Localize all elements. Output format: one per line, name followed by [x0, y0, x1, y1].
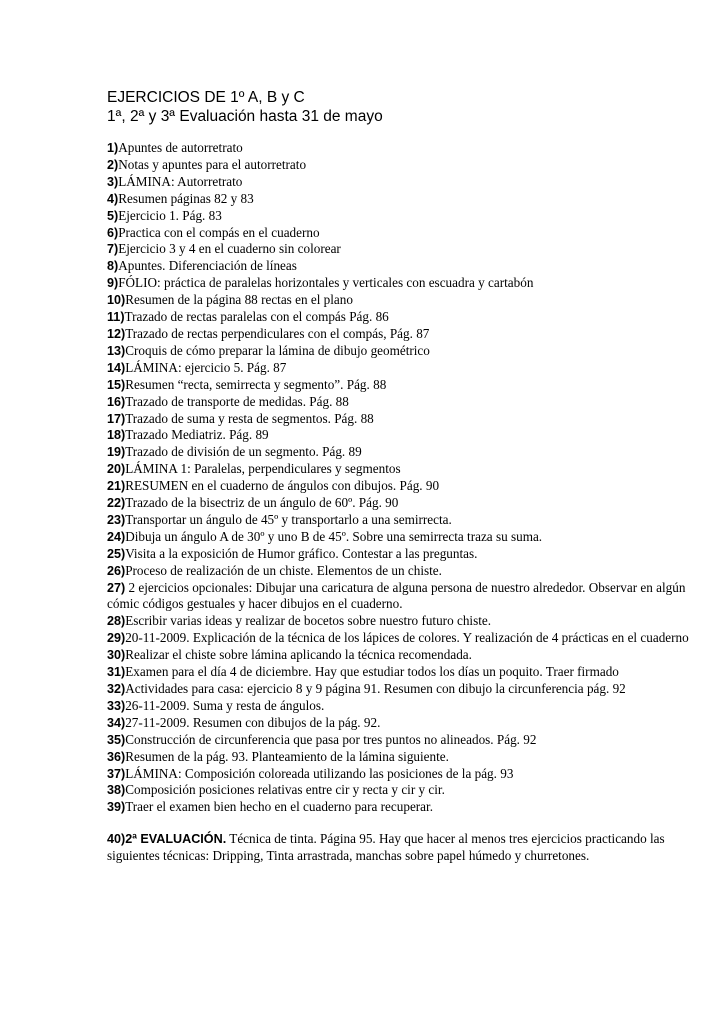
exercise-number: 32) — [107, 682, 126, 696]
exercise-text: FÓLIO: práctica de paralelas horizontales y verticales con escuadra y cartabón — [118, 275, 534, 291]
exercise-number: 34) — [107, 715, 126, 730]
exercise-number: 21) — [107, 479, 126, 494]
exercise-number: 10) — [107, 293, 126, 308]
exercise-text: Realizar el chiste sobre lámina aplicando la técnica recomendada. — [125, 647, 472, 663]
exercise-item — [107, 630, 707, 647]
exercise-number: 25) — [107, 546, 126, 561]
exercise-text: Traer el examen bien hecho en el cuaderno para recuperar. — [125, 799, 433, 815]
exercise-item — [107, 360, 707, 377]
exercise-item — [107, 529, 707, 546]
exercise-number: 28) — [107, 614, 126, 629]
exercise-item — [107, 664, 707, 681]
exercise-number: 31) — [107, 665, 126, 680]
exercise-text: Ejercicio 3 y 4 en el cuaderno sin colorear — [118, 241, 341, 257]
exercise-item — [107, 478, 707, 495]
exercise-number: 3) — [107, 174, 119, 189]
exercise-item — [107, 258, 707, 275]
exercise-number: 4) — [107, 191, 119, 206]
exercise-item — [107, 715, 707, 732]
exercise-number: 27) — [107, 580, 126, 595]
exercise-item — [107, 444, 707, 461]
document-title: EJERCICIOS DE 1º A, B y C — [107, 89, 305, 106]
exercise-item — [107, 647, 707, 664]
exercise-text: Resumen de la página 88 rectas en el plano — [125, 292, 353, 308]
exercise-number: 15) — [107, 377, 126, 392]
exercise-number: 16) — [107, 394, 126, 409]
exercise-number: 7) — [107, 242, 119, 257]
exercise-number: 9) — [107, 276, 119, 291]
exercise-item — [107, 749, 707, 766]
exercise-item — [107, 394, 707, 411]
exercise-text: Notas y apuntes para el autorretrato — [118, 156, 307, 172]
exercise-number: 37) — [107, 766, 126, 781]
exercise-number: 20) — [107, 462, 126, 477]
exercise-item — [107, 241, 707, 258]
exercise-item — [107, 275, 707, 292]
exercise-item — [107, 698, 707, 715]
exercise-item-40 — [107, 831, 707, 865]
exercise-number: 2) — [107, 157, 119, 172]
exercise-text: LÁMINA: Autorretrato — [118, 173, 243, 189]
exercise-number: 24) — [107, 529, 126, 544]
exercise-text: Construcción de circunferencia que pasa por tres puntos no alineados. Pág. 92 — [125, 731, 537, 747]
exercise-item — [107, 546, 707, 563]
exercise-number: 29) — [107, 631, 126, 646]
exercise-item — [107, 377, 707, 394]
exercise-text: Practica con el compás en el cuaderno — [118, 224, 320, 240]
exercise-item — [107, 411, 707, 428]
exercise-item — [107, 343, 707, 360]
exercise-number: 26) — [107, 563, 126, 578]
exercise-number: 19) — [107, 445, 126, 460]
exercise-number: 13) — [107, 343, 126, 358]
exercise-item — [107, 157, 707, 174]
exercise-item — [107, 427, 707, 444]
exercise-item — [107, 191, 707, 208]
exercise-text: 2 ejercicios opcionales: Dibujar una caricatura de alguna persona de nuestro alrededor. Observar en algún cómic códigos gestuales y hacer dibujos en el cuaderno. — [107, 579, 686, 612]
exercise-text: Examen para el día 4 de diciembre. Hay que estudiar todos los días un poquito. Traer firmado — [125, 664, 619, 680]
exercise-item — [107, 292, 707, 309]
exercise-item — [107, 225, 707, 242]
exercise-text: Actividades para casa: ejercicio 8 y 9 página 91. Resumen con dibujo la circunferencia pág. 92 — [125, 681, 626, 696]
exercise-item — [107, 461, 707, 478]
exercise-text: 26-11-2009. Suma y resta de ángulos. — [125, 697, 325, 713]
exercise-list — [107, 140, 707, 816]
exercise-item — [107, 309, 707, 326]
exercise-item — [107, 563, 707, 580]
exercise-number: 35) — [107, 732, 126, 747]
exercise-text: Trazado de rectas perpendiculares con el compás, Pág. 87 — [125, 325, 430, 341]
exercise-number: 5) — [107, 208, 119, 223]
exercise-number: 14) — [107, 360, 126, 375]
exercise-number: 12) — [107, 326, 126, 341]
exercise-text: Dibuja un ángulo A de 30º y uno B de 45º. Sobre una semirrecta traza su suma. — [125, 528, 543, 544]
exercise-number: 6) — [107, 225, 119, 240]
exercise-text: Proceso de realización de un chiste. Elementos de un chiste. — [125, 562, 442, 578]
exercise-text: Transportar un ángulo de 45º y transportarlo a una semirrecta. — [125, 511, 452, 527]
exercise-text: Visita a la exposición de Humor gráfico. Contestar a las preguntas. — [125, 545, 478, 561]
exercise-item — [107, 613, 707, 630]
exercise-text: Trazado de división de un segmento. Pág. 89 — [125, 444, 362, 460]
exercise-item — [107, 208, 707, 225]
exercise-text: RESUMEN en el cuaderno de ángulos con dibujos. Pág. 90 — [125, 478, 440, 494]
exercise-number: 1) — [107, 141, 119, 155]
exercise-text: Croquis de cómo preparar la lámina de dibujo geométrico — [125, 342, 430, 358]
exercise-text: Trazado de suma y resta de segmentos. Pág. 88 — [125, 410, 374, 426]
exercise-text: LÁMINA: Composición coloreada utilizando las posiciones de la pág. 93 — [125, 765, 514, 781]
exercise-item — [107, 799, 707, 816]
exercise-item — [107, 782, 707, 799]
exercise-number: 23) — [107, 512, 126, 527]
exercise-number: 40) — [107, 832, 126, 847]
exercise-text: Composición posiciones relativas entre cir y recta y cir y cir. — [125, 782, 445, 798]
exercise-text: Resumen “recta, semirrecta y segmento”. Pág. 88 — [125, 376, 387, 392]
exercise-item — [107, 326, 707, 343]
exercise-text: 27-11-2009. Resumen con dibujos de la pág. 92. — [125, 714, 381, 730]
exercise-item — [107, 580, 707, 614]
exercise-number: 18) — [107, 428, 126, 443]
exercise-text: Resumen páginas 82 y 83 — [118, 190, 254, 206]
exercise-number: 36) — [107, 749, 126, 764]
exercise-item — [107, 495, 707, 512]
exercise-text: Resumen de la pág. 93. Planteamiento de la lámina siguiente. — [125, 748, 449, 764]
exercise-number: 39) — [107, 800, 126, 815]
exercise-number: 33) — [107, 698, 126, 713]
exercise-number: 17) — [107, 411, 126, 426]
document-page — [107, 88, 707, 865]
exercise-text: Apuntes. Diferenciación de líneas — [118, 258, 297, 274]
exercise-number: 11) — [107, 310, 125, 325]
exercise-number: 38) — [107, 783, 126, 798]
exercise-text: Técnica de tinta. Página 95. Hay que hacer al menos tres ejercicios practicando las siguientes técnicas: Dripping, Tinta arrastrada, manchas sobre papel húmedo y churretones. — [107, 831, 665, 864]
exercise-text: 20-11-2009. Explicación de la técnica de los lápices de colores. Y realización de 4 prácticas en el cuaderno — [125, 630, 689, 646]
exercise-item — [107, 681, 707, 698]
exercise-item — [107, 140, 707, 157]
exercise-text: LÁMINA: ejercicio 5. Pág. 87 — [125, 359, 287, 375]
exercise-text: Trazado de la bisectriz de un ángulo de 60º. Pág. 90 — [125, 495, 399, 511]
exercise-text: Ejercicio 1. Pág. 83 — [118, 207, 222, 223]
exercise-text: LÁMINA 1: Paralelas, perpendiculares y segmentos — [125, 461, 401, 477]
document-subtitle: 1ª, 2ª y 3ª Evaluación hasta 31 de mayo — [107, 108, 383, 125]
exercise-text: Trazado de rectas paralelas con el compás Pág. 86 — [124, 309, 389, 325]
exercise-item — [107, 512, 707, 529]
exercise-item — [107, 732, 707, 749]
exercise-text: Escribir varias ideas y realizar de bocetos sobre nuestro futuro chiste. — [125, 613, 492, 629]
exercise-number: 30) — [107, 648, 126, 663]
exercise-item — [107, 766, 707, 783]
exercise-lead: 2ª EVALUACIÓN. — [125, 832, 227, 847]
exercise-number: 22) — [107, 496, 126, 511]
exercise-number: 8) — [107, 259, 119, 274]
exercise-text: Apuntes de autorretrato — [118, 140, 243, 155]
exercise-text: Trazado de transporte de medidas. Pág. 88 — [125, 393, 349, 409]
exercise-text: Trazado Mediatriz. Pág. 89 — [125, 427, 269, 443]
exercise-item — [107, 174, 707, 191]
